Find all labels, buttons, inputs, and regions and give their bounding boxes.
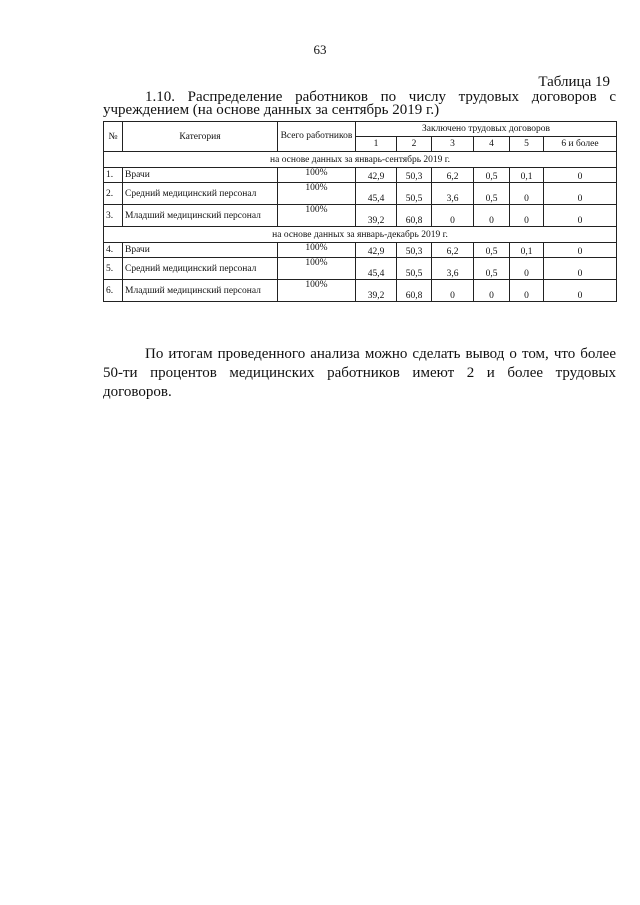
cell-value: 3,6 bbox=[432, 183, 474, 205]
table-label: Таблица 19 bbox=[538, 74, 610, 90]
cell-value: 6,2 bbox=[432, 168, 474, 183]
cell-value: 3,6 bbox=[432, 258, 474, 280]
page-number: 63 bbox=[313, 42, 327, 57]
row-number: 2. bbox=[104, 183, 123, 205]
distribution-table bbox=[103, 121, 617, 302]
header-concluded: Заключено трудовых договоров bbox=[356, 122, 617, 137]
row-number: 3. bbox=[104, 205, 123, 227]
cell-value: 45,4 bbox=[356, 258, 397, 280]
cell-value: 0 bbox=[432, 280, 474, 302]
cell-value: 60,8 bbox=[397, 280, 432, 302]
row-total: 100% bbox=[278, 258, 356, 280]
cell-value: 0,5 bbox=[474, 258, 510, 280]
cell-value: 0 bbox=[544, 168, 617, 183]
cell-value: 39,2 bbox=[356, 280, 397, 302]
cell-value: 0,5 bbox=[474, 183, 510, 205]
header-sub-2: 2 bbox=[397, 137, 432, 152]
header-sub-1: 1 bbox=[356, 137, 397, 152]
cell-value: 0,1 bbox=[510, 168, 544, 183]
cell-value: 0 bbox=[510, 205, 544, 227]
table-row bbox=[104, 243, 617, 258]
header-no: № bbox=[104, 122, 123, 152]
cell-value: 0 bbox=[510, 258, 544, 280]
cell-value: 50,3 bbox=[397, 243, 432, 258]
row-category: Средний медицинский персонал bbox=[123, 183, 278, 205]
cell-value: 45,4 bbox=[356, 183, 397, 205]
cell-value: 0 bbox=[544, 258, 617, 280]
header-category: Категория bbox=[123, 122, 278, 152]
cell-value: 60,8 bbox=[397, 205, 432, 227]
section-title: на основе данных за январь-декабрь 2019 г. bbox=[104, 227, 617, 243]
cell-value: 50,5 bbox=[397, 183, 432, 205]
cell-value: 0,5 bbox=[474, 243, 510, 258]
row-category: Врачи bbox=[123, 168, 278, 183]
row-total: 100% bbox=[278, 280, 356, 302]
row-number: 5. bbox=[104, 258, 123, 280]
row-total: 100% bbox=[278, 243, 356, 258]
row-total: 100% bbox=[278, 205, 356, 227]
table-row bbox=[104, 258, 617, 280]
row-category: Врачи bbox=[123, 243, 278, 258]
cell-value: 0 bbox=[544, 183, 617, 205]
cell-value: 0 bbox=[432, 205, 474, 227]
cell-value: 0 bbox=[474, 205, 510, 227]
conclusion-paragraph: По итогам проведенного анализа можно сделать вывод о том, что более 50-ти процентов медицинских работников имеют 2 и более трудовых договоров. bbox=[103, 346, 616, 400]
row-number: 1. bbox=[104, 168, 123, 183]
cell-value: 0,5 bbox=[474, 168, 510, 183]
table-row bbox=[104, 183, 617, 205]
row-category: Младший медицинский персонал bbox=[123, 280, 278, 302]
table-row bbox=[104, 205, 617, 227]
cell-value: 0 bbox=[544, 205, 617, 227]
row-number: 4. bbox=[104, 243, 123, 258]
table-title: 1.10. Распределение работников по числу трудовых договоров с учреждением (на основе данных за сентябрь 2019 г.) bbox=[103, 89, 616, 118]
cell-value: 0 bbox=[474, 280, 510, 302]
row-category: Младший медицинский персонал bbox=[123, 205, 278, 227]
row-total: 100% bbox=[278, 183, 356, 205]
header-total: Всего работников bbox=[278, 122, 356, 152]
row-category: Средний медицинский персонал bbox=[123, 258, 278, 280]
cell-value: 0,1 bbox=[510, 243, 544, 258]
cell-value: 50,3 bbox=[397, 168, 432, 183]
cell-value: 42,9 bbox=[356, 168, 397, 183]
cell-value: 0 bbox=[544, 280, 617, 302]
table-row bbox=[104, 168, 617, 183]
row-total: 100% bbox=[278, 168, 356, 183]
header-sub-5: 5 bbox=[510, 137, 544, 152]
cell-value: 0 bbox=[510, 280, 544, 302]
cell-value: 6,2 bbox=[432, 243, 474, 258]
section-title: на основе данных за январь-сентябрь 2019 г. bbox=[104, 152, 617, 168]
cell-value: 0 bbox=[510, 183, 544, 205]
header-sub-6: 6 и более bbox=[544, 137, 617, 152]
cell-value: 42,9 bbox=[356, 243, 397, 258]
header-sub-3: 3 bbox=[432, 137, 474, 152]
cell-value: 39,2 bbox=[356, 205, 397, 227]
row-number: 6. bbox=[104, 280, 123, 302]
table-row bbox=[104, 280, 617, 302]
cell-value: 0 bbox=[544, 243, 617, 258]
cell-value: 50,5 bbox=[397, 258, 432, 280]
header-sub-4: 4 bbox=[474, 137, 510, 152]
